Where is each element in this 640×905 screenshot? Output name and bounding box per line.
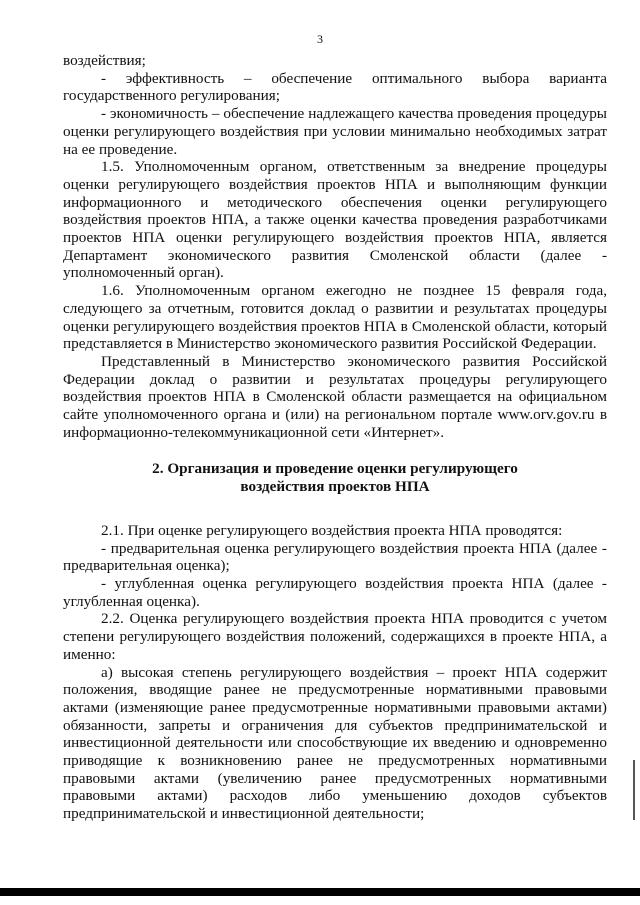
paragraph-in-depth-assessment: - углубленная оценка регулирующего воздействия проекта НПА (далее - углубленная оценка).	[63, 574, 607, 610]
scan-bottom-bar	[0, 888, 640, 896]
section-heading-line-1: 2. Организация и проведение оценки регулирующего	[152, 460, 518, 478]
paragraph-efficiency: - эффективность – обеспечение оптимального выбора варианта государственного регулирования;	[63, 69, 607, 105]
paragraph-2-2: 2.2. Оценка регулирующего воздействия проекта НПА проводится с учетом степени регулирующего воздействия положений, содержащихся в проекте НПА, а именно:	[63, 610, 607, 663]
document-body	[63, 52, 607, 823]
paragraph-report-publication: Представленный в Министерство экономического развития Российской Федерации доклад о развитии и результатах процедуры регулирующего воздействия проектов НПА в Смоленской области размещается на официальном сайте уполномоченного органа и (или) на региональном портале www.orv.gov.ru в информационно-телекоммуникационной сети «Интернет».	[63, 352, 607, 441]
paragraph-preliminary-assessment: - предварительная оценка регулирующего воздействия проекта НПА (далее - предварительная оценка);	[63, 539, 607, 575]
paragraph-economy: - экономичность – обеспечение надлежащего качества проведения процедуры оценки регулирующего воздействия при условии минимально необходимых затрат на ее проведение.	[63, 105, 607, 158]
paragraph-2-1: 2.1. При оценке регулирующего воздействия проекта НПА проводятся:	[101, 521, 563, 539]
scan-edge-mark	[633, 760, 635, 820]
section-heading	[63, 460, 607, 495]
paragraph-high-impact: а) высокая степень регулирующего воздействия – проект НПА содержит положения, вводящие ранее не предусмотренные нормативными правовыми актами (изменяющие ранее предусмотренные нормативными правовыми актами) обязанности, запреты и ограничения для субъектов предпринимательской и инвестиционной деятельности или способствующие их введению и одновременно приводящие к возникновению ранее не предусмотренных нормативными правовыми актами (увеличению ранее предусмотренных нормативными правовыми актами) расходов либо уменьшению доходов субъектов предпринимательской и инвестиционной деятельности;	[63, 663, 607, 823]
paragraph-1-5: 1.5. Уполномоченным органом, ответственным за внедрение процедуры оценки регулирующего воздействия проектов НПА и выполняющим функции информационного и методического обеспечения оценки регулирующего воздействия проектов НПА, а также оценки качества проведения разработчиками проектов НПА оценки регулирующего воздействия проектов НПА, является Департамент экономического развития Смоленской области (далее - уполномоченный орган).	[63, 158, 607, 282]
section-heading-line-2: воздействия проектов НПА	[240, 478, 430, 496]
paragraph-1-6: 1.6. Уполномоченным органом ежегодно не позднее 15 февраля года, следующего за отчетным, готовится доклад о развитии и результатах процедуры оценки регулирующего воздействия проектов НПА в Смоленской области, который представляется в Министерство экономического развития Российской Федерации.	[63, 282, 607, 353]
page-number: 3	[317, 32, 323, 46]
paragraph-continuation: воздействия;	[63, 52, 146, 69]
